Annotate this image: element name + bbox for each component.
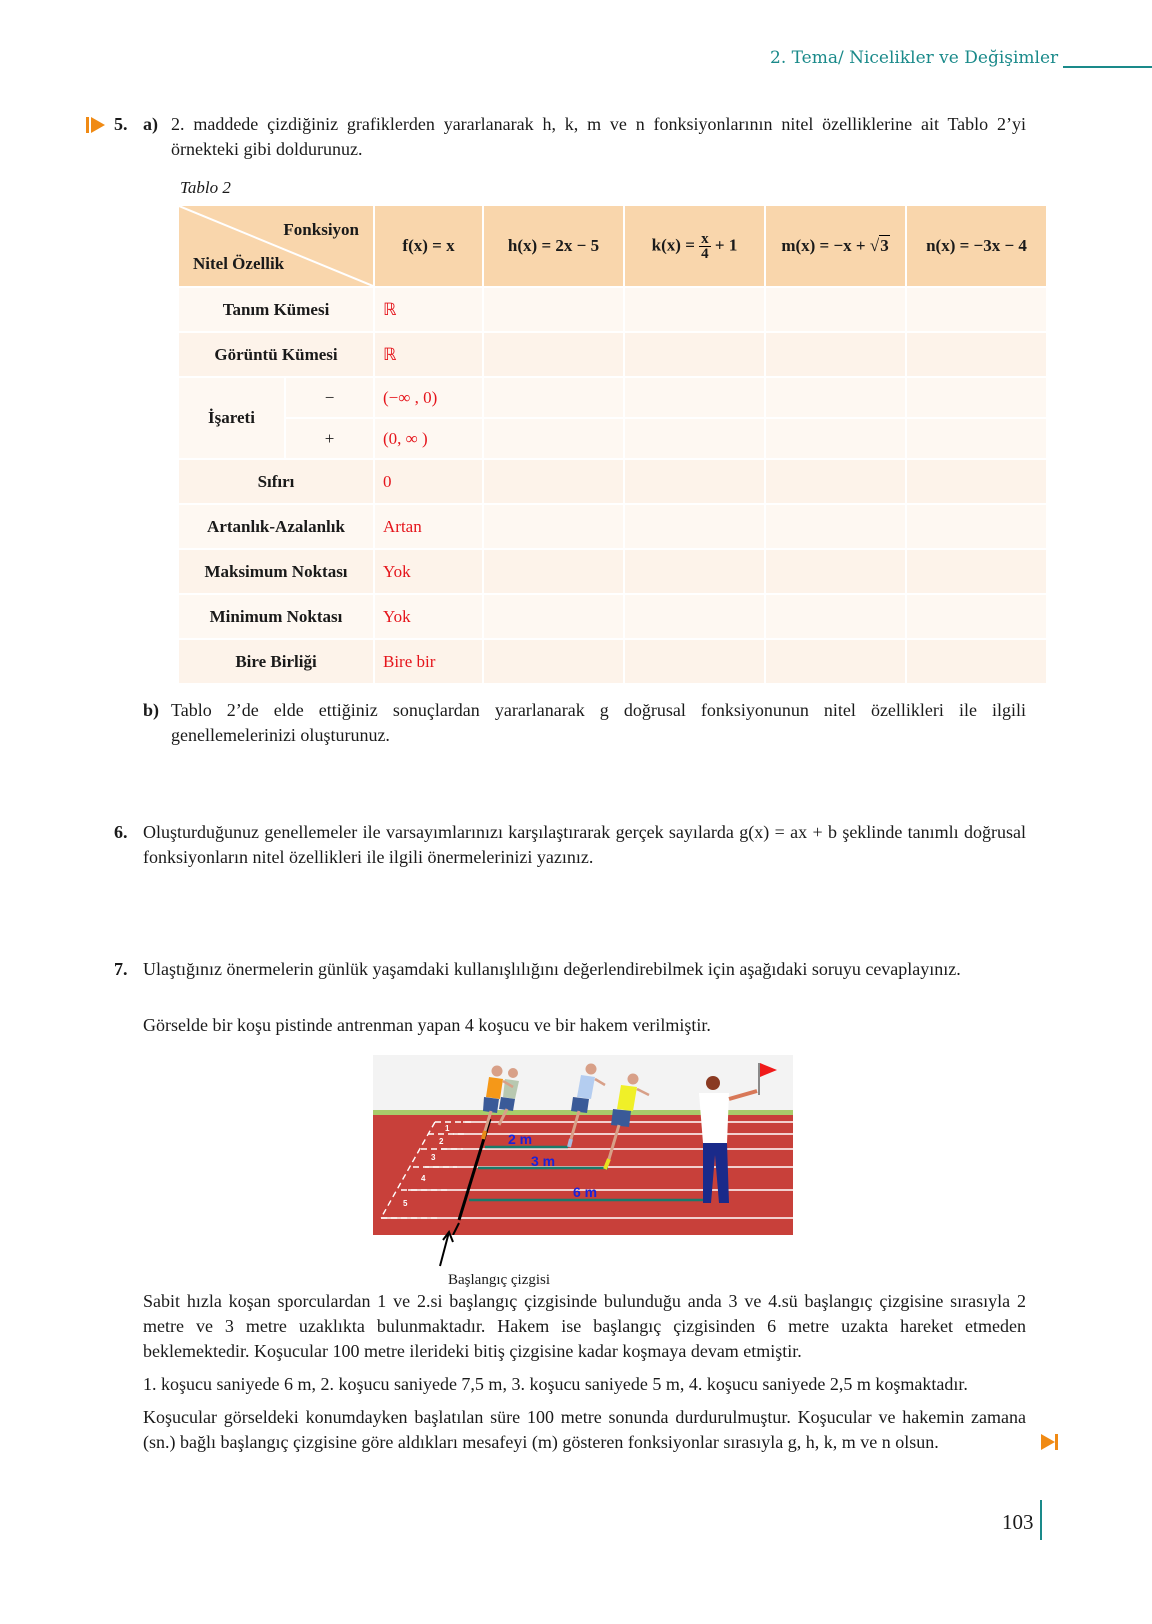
cell-k-sign-positive[interactable] (625, 419, 764, 458)
lane-number: 5 (403, 1199, 408, 1208)
cell-k-domain[interactable] (625, 288, 764, 331)
question-5a-label: a) (143, 114, 158, 134)
table-row (179, 333, 1046, 376)
cell-f-monotonic: Artan (375, 505, 482, 548)
row-label-max: Maksimum Noktası (179, 550, 373, 593)
cell-k-range[interactable] (625, 333, 764, 376)
column-header-n: n(x) = −3x − 4 (907, 206, 1046, 286)
k-suffix: + 1 (714, 234, 738, 254)
column-header-h: h(x) = 2x − 5 (484, 206, 623, 286)
distance-label-3m: 3 m (531, 1153, 556, 1169)
k-prefix: k(x) = (651, 234, 695, 254)
row-label-sign: İşareti (179, 378, 284, 458)
lane-number: 4 (421, 1174, 426, 1183)
cell-n-monotonic[interactable] (907, 505, 1046, 548)
cell-h-domain[interactable] (484, 288, 623, 331)
row-label-range: Görüntü Kümesi (179, 333, 373, 376)
cell-n-sign-negative[interactable] (907, 378, 1046, 417)
k-numerator: x (701, 230, 709, 247)
play-arrow-icon (91, 117, 105, 133)
cell-k-injective[interactable] (625, 640, 764, 683)
row-label-zero: Sıfırı (179, 460, 373, 503)
chapter-header: 2. Tema/ Nicelikler ve Değişimler (770, 48, 1059, 68)
m-radicand: 3 (880, 236, 889, 255)
cell-m-zero[interactable] (766, 460, 905, 503)
start-line-arrow-icon (435, 1230, 465, 1270)
sign-negative-symbol: − (286, 378, 373, 417)
cell-n-max[interactable] (907, 550, 1046, 593)
table-row (179, 419, 1046, 458)
track-surface (373, 1115, 793, 1235)
cell-k-monotonic[interactable] (625, 505, 764, 548)
continue-marker (1055, 1434, 1058, 1450)
row-label-domain: Tanım Kümesi (179, 288, 373, 331)
cell-m-monotonic[interactable] (766, 505, 905, 548)
cell-n-zero[interactable] (907, 460, 1046, 503)
cell-n-range[interactable] (907, 333, 1046, 376)
table-row (179, 288, 1046, 331)
cell-f-sign-negative: (−∞ , 0) (375, 378, 482, 417)
cell-m-injective[interactable] (766, 640, 905, 683)
column-header-k (625, 206, 764, 286)
question-7-paragraph-2: 1. koşucu saniyede 6 m, 2. koşucu saniyede 7,5 m, 3. koşucu saniyede 5 m, 4. koşucu saniyede 2,5 m koşmaktadır. (143, 1374, 968, 1394)
question-7-paragraph-1: Sabit hızla koşan sporculardan 1 ve 2.si başlangıç çizgisinde bulunduğu anda 3 ve 4.sü başlangıç çizgisine sırasıyla 2 metre ve 3 metre uzaklıkta bulunmaktadır. Hakem ise başlangıç çizgisinden 6 metre uzakta hareket etmeden beklemektedir. Koşucular 100 metre ilerideki bitiş çizgisine kadar koşmaya devam etmiştir. (143, 1291, 1026, 1361)
continue-arrow-icon (1041, 1434, 1055, 1450)
table-row (179, 505, 1046, 548)
question-start-marker (86, 117, 89, 133)
cell-k-zero[interactable] (625, 460, 764, 503)
table-row (179, 550, 1046, 593)
lane-number: 3 (431, 1153, 436, 1162)
cell-f-max: Yok (375, 550, 482, 593)
cell-m-sign-positive[interactable] (766, 419, 905, 458)
cell-k-min[interactable] (625, 595, 764, 638)
question-7-text: Ulaştığınız önermelerin günlük yaşamdaki kullanışlılığını değerlendirebilmek için aşağıdaki soruyu cevaplayınız. (143, 959, 961, 979)
cell-m-sign-negative[interactable] (766, 378, 905, 417)
cell-k-sign-negative[interactable] (625, 378, 764, 417)
cell-f-sign-positive: (0, ∞ ) (375, 419, 482, 458)
cell-n-domain[interactable] (907, 288, 1046, 331)
question-6-number: 6. (114, 822, 128, 842)
table-row (179, 378, 1046, 417)
cell-n-sign-positive[interactable] (907, 419, 1046, 458)
cell-f-range: ℝ (375, 333, 482, 376)
distance-label-6m: 6 m (573, 1184, 598, 1200)
cell-n-injective[interactable] (907, 640, 1046, 683)
cell-m-min[interactable] (766, 595, 905, 638)
diagonal-divider (179, 206, 373, 286)
cell-h-sign-negative[interactable] (484, 378, 623, 417)
question-7-intro: Görselde bir koşu pistinde antrenman yapan 4 koşucu ve bir hakem verilmiştir. (143, 1015, 711, 1035)
distance-label-2m: 2 m (508, 1131, 533, 1147)
cell-h-sign-positive[interactable] (484, 419, 623, 458)
page-number-rule (1040, 1500, 1042, 1540)
cell-h-zero[interactable] (484, 460, 623, 503)
question-5-number: 5. (114, 114, 128, 134)
cell-n-min[interactable] (907, 595, 1046, 638)
cell-m-max[interactable] (766, 550, 905, 593)
lane-number: 1 (445, 1124, 450, 1133)
header-rule (1063, 66, 1152, 68)
cell-m-range[interactable] (766, 333, 905, 376)
table-row (179, 640, 1046, 683)
cell-k-max[interactable] (625, 550, 764, 593)
cell-f-zero: 0 (375, 460, 482, 503)
table-row (179, 460, 1046, 503)
column-header-m (766, 206, 905, 286)
cell-h-injective[interactable] (484, 640, 623, 683)
lane-number: 2 (439, 1137, 444, 1146)
question-7-paragraph-3: Koşucular görseldeki konumdayken başlatılan süre 100 metre sonunda durdurulmuştur. Koşucular ve hakemin zamana (sn.) bağlı başlangıç çizgisine göre aldıkları mesafeyi (m) gösteren fonksiyonlar sırasıyla g, h, k, m ve n olsun. (143, 1407, 1026, 1452)
k-denominator: 4 (701, 245, 709, 262)
question-5a-text: 2. maddede çizdiğiniz grafiklerden yararlanarak h, k, m ve n fonksiyonlarının nitel özelliklerine ait Tablo 2’yi örnekteki gibi doldurunuz. (171, 114, 1026, 159)
figure-caption: Başlangıç çizgisi (448, 1272, 551, 1288)
question-5b-label: b) (143, 700, 160, 720)
cell-m-domain[interactable] (766, 288, 905, 331)
cell-f-injective: Bire bir (375, 640, 482, 683)
corner-label-function: Fonksiyon (283, 220, 359, 239)
running-track-figure (373, 1055, 793, 1235)
cell-h-max[interactable] (484, 550, 623, 593)
question-5b-text: Tablo 2’de elde ettiğiniz sonuçlardan yararlanarak g doğrusal fonksiyonunun nitel özellikleri ile ilgili genellemelerinizi oluşturunuz. (171, 700, 1026, 745)
page-number: 103 (1002, 1510, 1034, 1534)
k-fraction (699, 232, 711, 261)
cell-f-domain: ℝ (375, 288, 482, 331)
cell-f-min: Yok (375, 595, 482, 638)
row-label-monotonic: Artanlık-Azalanlık (179, 505, 373, 548)
sign-positive-symbol: + (286, 419, 373, 458)
corner-label-property: Nitel Özellik (193, 254, 285, 273)
table-row (179, 595, 1046, 638)
row-label-min: Minimum Noktası (179, 595, 373, 638)
question-6-text: Oluşturduğunuz genellemeler ile varsayımlarınızı karşılaştırarak gerçek sayılarda g(x) = ax + b şeklinde tanımlı doğrusal fonksiyonların nitel özellikleri ile ilgili önermelerinizi yazınız. (143, 822, 1026, 867)
properties-table (177, 204, 1048, 685)
table-caption: Tablo 2 (180, 178, 231, 197)
table-corner-cell (179, 206, 373, 286)
cell-h-monotonic[interactable] (484, 505, 623, 548)
column-header-f: f(x) = x (375, 206, 482, 286)
cell-h-range[interactable] (484, 333, 623, 376)
m-prefix: m(x) = −x + √ (781, 236, 880, 255)
cell-h-min[interactable] (484, 595, 623, 638)
row-label-injective: Bire Birliği (179, 640, 373, 683)
question-7-number: 7. (114, 959, 128, 979)
